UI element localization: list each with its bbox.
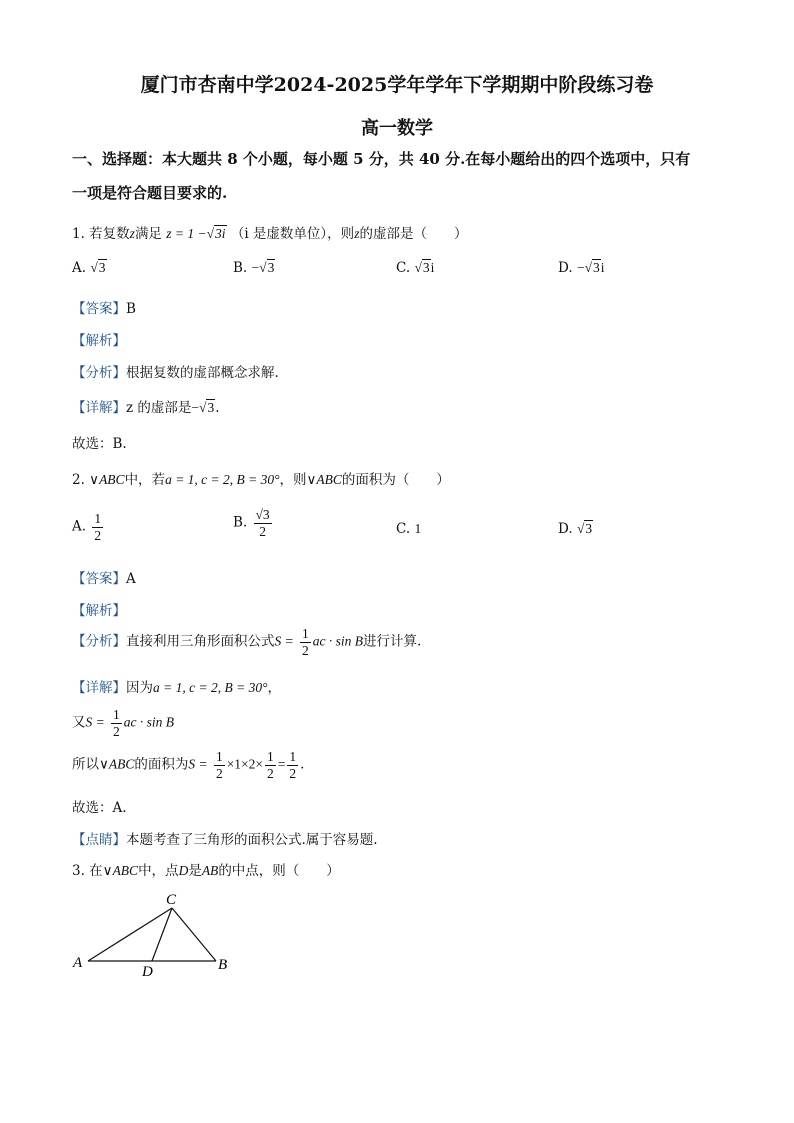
q1-option-a[interactable]: A. √3 (72, 260, 106, 276)
q2-choose: 故选：A. (72, 800, 127, 816)
q1-option-c[interactable]: C. √3i (396, 260, 435, 276)
q1-option-d[interactable]: D. −√3i (558, 260, 605, 276)
q1-choose: 故选：B. (72, 436, 127, 452)
q2-option-b[interactable]: B. $\frac{√3}{2}$ (233, 507, 270, 539)
q1-fenxi: 【分析】根据复数的虚部概念求解. (72, 365, 279, 381)
q1-detail: 【详解】z 的虚部是−√3. (72, 400, 220, 416)
q2-analysis: 【解析】 (72, 603, 126, 619)
q1-option-b[interactable]: B. −√3 (233, 260, 275, 276)
q2-answer: 【答案】A (72, 571, 136, 587)
q2-you: 又S = $\frac{1}{2}$ ac · sin B (72, 707, 175, 739)
vertex-label-a: A (73, 955, 83, 971)
q2-stem: 2. ∨ABC中，若a = 1, c = 2, B = 30°，则∨ABC的面积为（ ） (72, 472, 450, 488)
q2-fenxi: 【分析】直接利用三角形面积公式S = $\frac{1}{2}$ ac · sin B进行计算. (72, 626, 422, 658)
vertex-label-b: B (218, 957, 228, 973)
q1-answer: 【答案】B (72, 301, 136, 317)
q3-stem: 3. 在∨ABC中，点D是AB的中点，则（ ） (72, 863, 340, 879)
q2-detail: 【详解】因为a = 1, c = 2, B = 30°， (72, 680, 281, 696)
section-heading-line1: 一、选择题：本大题共 8 个小题，每小题 5 分，共 40 分.在每小题给出的四个选项中，只有 (72, 150, 691, 168)
section-heading-line2: 一项是符合题目要求的. (72, 184, 228, 202)
page-title: 厦门市杏南中学2024-2025学年学年下学期期中阶段练习卷 (140, 74, 654, 96)
median-cd (152, 908, 172, 961)
vertex-label-c: C (166, 892, 177, 908)
side-ac (88, 908, 172, 961)
side-bc (172, 908, 216, 961)
triangle-figure (66, 885, 246, 985)
page-subtitle: 高一数学 (361, 118, 433, 139)
q2-option-a[interactable]: A. $\frac{1}{2}$ (72, 511, 102, 543)
q1-analysis: 【解析】 (72, 333, 126, 349)
q2-option-d[interactable]: D. √3 (558, 521, 593, 537)
point-label-d: D (142, 964, 153, 980)
q2-option-c[interactable]: C. 1 (396, 521, 422, 537)
q2-dianjing: 【点睛】本题考查了三角形的面积公式.属于容易题. (72, 832, 378, 848)
q1-stem: 1. 若复数z满足 z = 1 −√3i （i 是虚数单位），则z的虚部是（ ） (72, 226, 468, 242)
q2-suoyi: 所以∨ABC的面积为S = $\frac{1}{2}$ ×1×2× $\frac{1}{2}$ = $\frac{1}{2}$ . (72, 749, 305, 781)
